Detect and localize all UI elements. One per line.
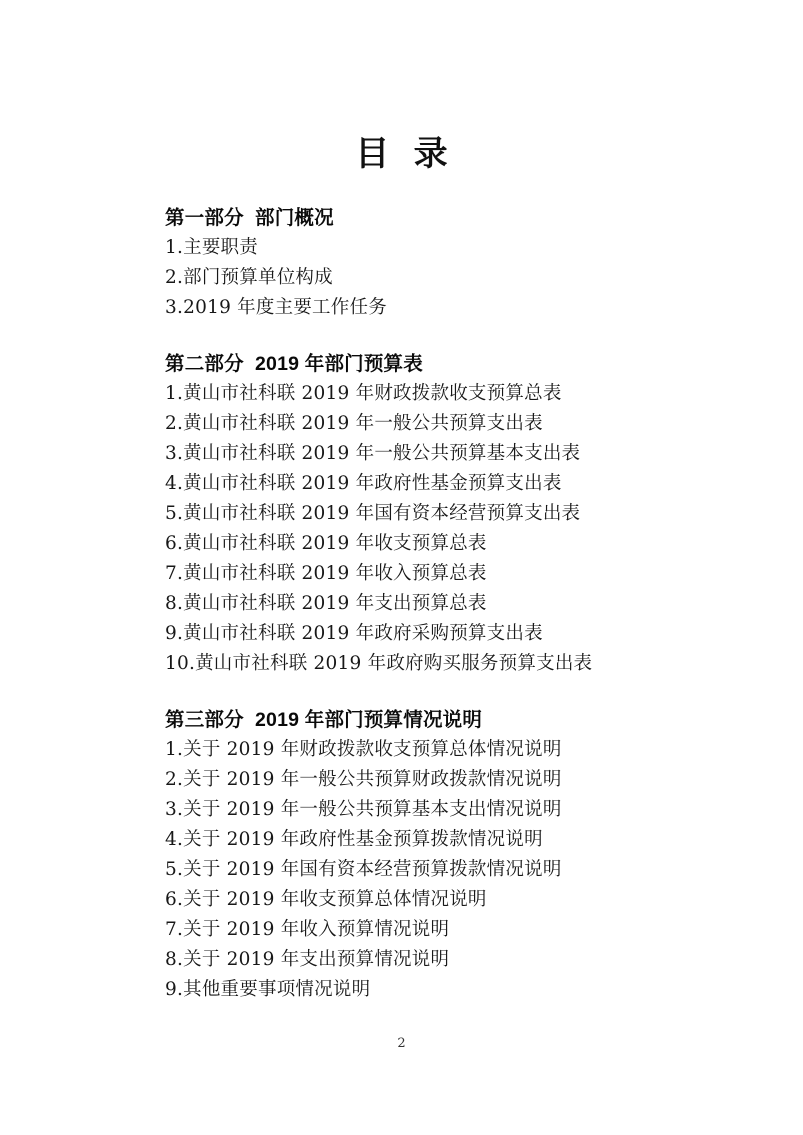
toc-entry[interactable]: 8.关于 2019 年支出预算情况说明	[165, 949, 450, 970]
toc-section	[165, 203, 685, 323]
table-of-contents	[165, 203, 685, 1005]
toc-entry[interactable]: 1.黄山市社科联 2019 年财政拨款收支预算总表	[165, 383, 562, 404]
toc-entry[interactable]: 10.黄山市社科联 2019 年政府购买服务预算支出表	[165, 653, 593, 674]
toc-entry[interactable]: 2.黄山市社科联 2019 年一般公共预算支出表	[165, 413, 543, 434]
toc-entry[interactable]: 4.黄山市社科联 2019 年政府性基金预算支出表	[165, 473, 562, 494]
toc-entry[interactable]: 8.黄山市社科联 2019 年支出预算总表	[165, 593, 487, 614]
toc-entry[interactable]: 3.黄山市社科联 2019 年一般公共预算基本支出表	[165, 443, 581, 464]
toc-section-heading: 第二部分 2019 年部门预算表	[165, 353, 423, 375]
toc-entry[interactable]: 9.黄山市社科联 2019 年政府采购预算支出表	[165, 623, 543, 644]
toc-entry[interactable]: 4.关于 2019 年政府性基金预算拨款情况说明	[165, 829, 543, 850]
toc-entry[interactable]: 7.黄山市社科联 2019 年收入预算总表	[165, 563, 487, 584]
toc-entry[interactable]: 2.关于 2019 年一般公共预算财政拨款情况说明	[165, 769, 562, 790]
toc-section-heading: 第三部分 2019 年部门预算情况说明	[165, 709, 483, 731]
toc-entry-list	[165, 735, 685, 1005]
toc-section-heading: 第一部分 部门概况	[165, 207, 334, 229]
toc-entry[interactable]: 5.黄山市社科联 2019 年国有资本经营预算支出表	[165, 503, 581, 524]
toc-entry[interactable]: 2.部门预算单位构成	[165, 267, 333, 288]
toc-entry-list	[165, 379, 685, 679]
toc-section	[165, 705, 685, 1005]
toc-entry[interactable]: 5.关于 2019 年国有资本经营预算拨款情况说明	[165, 859, 562, 880]
toc-entry[interactable]: 1.关于 2019 年财政拨款收支预算总体情况说明	[165, 739, 562, 760]
toc-entry[interactable]: 3.关于 2019 年一般公共预算基本支出情况说明	[165, 799, 562, 820]
toc-entry[interactable]: 3.2019 年度主要工作任务	[165, 297, 387, 318]
toc-entry[interactable]: 9.其他重要事项情况说明	[165, 979, 371, 1000]
toc-entry[interactable]: 6.关于 2019 年收支预算总体情况说明	[165, 889, 487, 910]
toc-entry-list	[165, 233, 685, 323]
toc-section	[165, 349, 685, 679]
toc-entry[interactable]: 7.关于 2019 年收入预算情况说明	[165, 919, 450, 940]
toc-entry[interactable]: 1.主要职责	[165, 237, 258, 258]
page-number: 2	[397, 1036, 406, 1051]
toc-entry[interactable]: 6.黄山市社科联 2019 年收支预算总表	[165, 533, 487, 554]
page-title: 目 录	[355, 135, 456, 173]
